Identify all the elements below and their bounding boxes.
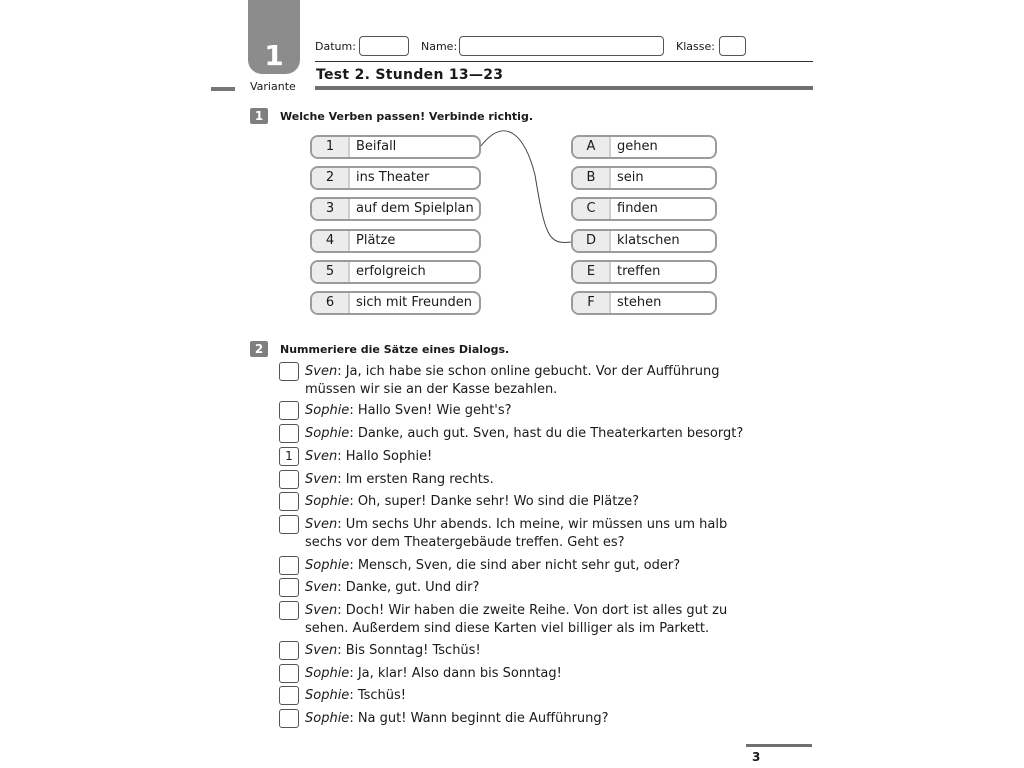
dialog-speaker: Sophie [305, 403, 350, 418]
match-key: 6 [312, 293, 350, 313]
dialog-number-box[interactable] [279, 578, 299, 597]
dialog-speaker: Sven [305, 364, 338, 379]
dialog-number-box[interactable] [279, 401, 299, 420]
task-2-title: Nummeriere die Sätze eines Dialogs. [280, 343, 510, 356]
match-text: erfolgreich [356, 264, 426, 279]
match-key: D [573, 231, 611, 251]
page-number: 3 [752, 750, 761, 764]
variant-number: 1 [264, 39, 284, 72]
match-text: klatschen [617, 233, 680, 248]
dialog-text: Hallo Sven! Wie geht's? [357, 403, 512, 418]
dialog-line: Sven: Bis Sonntag! Tschüs! [305, 643, 481, 658]
variant-label: Variante [250, 80, 296, 93]
dialog-speaker: Sven [305, 643, 338, 658]
task-1-number: 1 [250, 108, 268, 124]
datum-label: Datum: [315, 40, 356, 53]
match-key: B [573, 168, 611, 188]
dialog-speaker: Sven [305, 517, 338, 532]
match-text: ins Theater [356, 170, 430, 185]
dialog-speaker: Sophie [305, 666, 350, 681]
dialog-speaker: Sven [305, 449, 338, 464]
match-text: Beifall [356, 139, 397, 154]
dialog-speaker: Sven [305, 472, 338, 487]
dialog-speaker: Sophie [305, 558, 350, 573]
match-key: 4 [312, 231, 350, 251]
dialog-number-box[interactable] [279, 556, 299, 575]
dialog-line: Sven: Danke, gut. Und dir? [305, 580, 480, 595]
match-text: finden [617, 201, 658, 216]
dialog-speaker: Sven [305, 580, 338, 595]
dialog-line-continuation [305, 620, 709, 637]
dialog-number-box[interactable] [279, 641, 299, 660]
dialog-text: Na gut! Wann beginnt die Aufführung? [357, 711, 609, 726]
dialog-text: Mensch, Sven, die sind aber nicht sehr gut, oder? [357, 558, 681, 573]
dialog-text: Danke, auch gut. Sven, hast du die Theaterkarten besorgt? [357, 426, 744, 441]
dialog-number-box[interactable]: 1 [279, 447, 299, 466]
dialog-line: Sven: Hallo Sophie! [305, 449, 433, 464]
name-label: Name: [421, 40, 458, 53]
match-key: 5 [312, 262, 350, 282]
match-text: stehen [617, 295, 662, 310]
match-text: Plätze [356, 233, 396, 248]
klasse-label: Klasse: [676, 40, 715, 53]
dialog-line: Sven: Doch! Wir haben die zweite Reihe. Von dort ist alles gut zu [305, 603, 728, 618]
dialog-text: Hallo Sophie! [345, 449, 433, 464]
connector-line-1-d [481, 131, 571, 243]
dialog-line: Sven: Ja, ich habe sie schon online gebucht. Vor der Aufführung [305, 364, 720, 379]
match-text: auf dem Spielplan [356, 201, 474, 216]
dialog-text: Bis Sonntag! Tschüs! [345, 643, 481, 658]
dialog-text: sehen. Außerdem sind diese Karten viel billiger als im Parkett. [305, 621, 710, 636]
dialog-text: Ja, klar! Also dann bis Sonntag! [357, 666, 562, 681]
dialog-number-box[interactable] [279, 709, 299, 728]
dialog-number-box[interactable] [279, 424, 299, 443]
dialog-text: Um sechs Uhr abends. Ich meine, wir müssen uns um halb [345, 517, 728, 532]
dialog-line: Sophie: Tschüs! [305, 688, 407, 703]
dialog-text: Doch! Wir haben die zweite Reihe. Von dort ist alles gut zu [345, 603, 728, 618]
dialog-line-continuation [305, 534, 625, 551]
dialog-text: Ja, ich habe sie schon online gebucht. Vor der Aufführung [345, 364, 720, 379]
footer-rule [746, 744, 812, 747]
match-text: sich mit Freunden [356, 295, 472, 310]
match-text: gehen [617, 139, 658, 154]
task-2-number: 2 [250, 341, 268, 357]
match-key: E [573, 262, 611, 282]
dialog-speaker: Sophie [305, 711, 350, 726]
dialog-line: Sophie: Hallo Sven! Wie geht's? [305, 403, 512, 418]
dialog-number-box[interactable] [279, 601, 299, 620]
match-key: C [573, 199, 611, 219]
dialog-text: Oh, super! Danke sehr! Wo sind die Plätze? [357, 494, 640, 509]
dialog-text: Danke, gut. Und dir? [345, 580, 480, 595]
dialog-line: Sophie: Mensch, Sven, die sind aber nicht sehr gut, oder? [305, 558, 681, 573]
dialog-number-box[interactable] [279, 664, 299, 683]
task-1-title: Welche Verben passen! Verbinde richtig. [280, 110, 533, 123]
dialog-line: Sven: Um sechs Uhr abends. Ich meine, wir müssen uns um halb [305, 517, 728, 532]
dialog-speaker: Sophie [305, 494, 350, 509]
dialog-speaker: Sven [305, 603, 338, 618]
dialog-text: müssen wir sie an der Kasse bezahlen. [305, 382, 558, 397]
dialog-number-box[interactable] [279, 686, 299, 705]
match-key: 3 [312, 199, 350, 219]
dialog-text: Tschüs! [357, 688, 407, 703]
dialog-text: Im ersten Rang rechts. [345, 472, 494, 487]
dialog-number-box[interactable] [279, 470, 299, 489]
dialog-speaker: Sophie [305, 426, 350, 441]
dialog-text: sechs vor dem Theatergebäude treffen. Geht es? [305, 535, 625, 550]
dialog-line: Sophie: Oh, super! Danke sehr! Wo sind die Plätze? [305, 494, 640, 509]
dialog-speaker: Sophie [305, 688, 350, 703]
match-key: A [573, 137, 611, 157]
match-key: 2 [312, 168, 350, 188]
dialog-number-box[interactable] [279, 515, 299, 534]
match-text: sein [617, 170, 644, 185]
dialog-line: Sophie: Ja, klar! Also dann bis Sonntag! [305, 666, 562, 681]
dialog-line-continuation [305, 381, 557, 398]
page-title: Test 2. Stunden 13—23 [316, 67, 504, 83]
match-key: 1 [312, 137, 350, 157]
match-key: F [573, 293, 611, 313]
match-text: treffen [617, 264, 661, 279]
dialog-line: Sven: Im ersten Rang rechts. [305, 472, 494, 487]
dialog-line: Sophie: Na gut! Wann beginnt die Aufführung? [305, 711, 609, 726]
dialog-number-box[interactable] [279, 362, 299, 381]
dialog-number-box[interactable] [279, 492, 299, 511]
dialog-line: Sophie: Danke, auch gut. Sven, hast du die Theaterkarten besorgt? [305, 426, 744, 441]
